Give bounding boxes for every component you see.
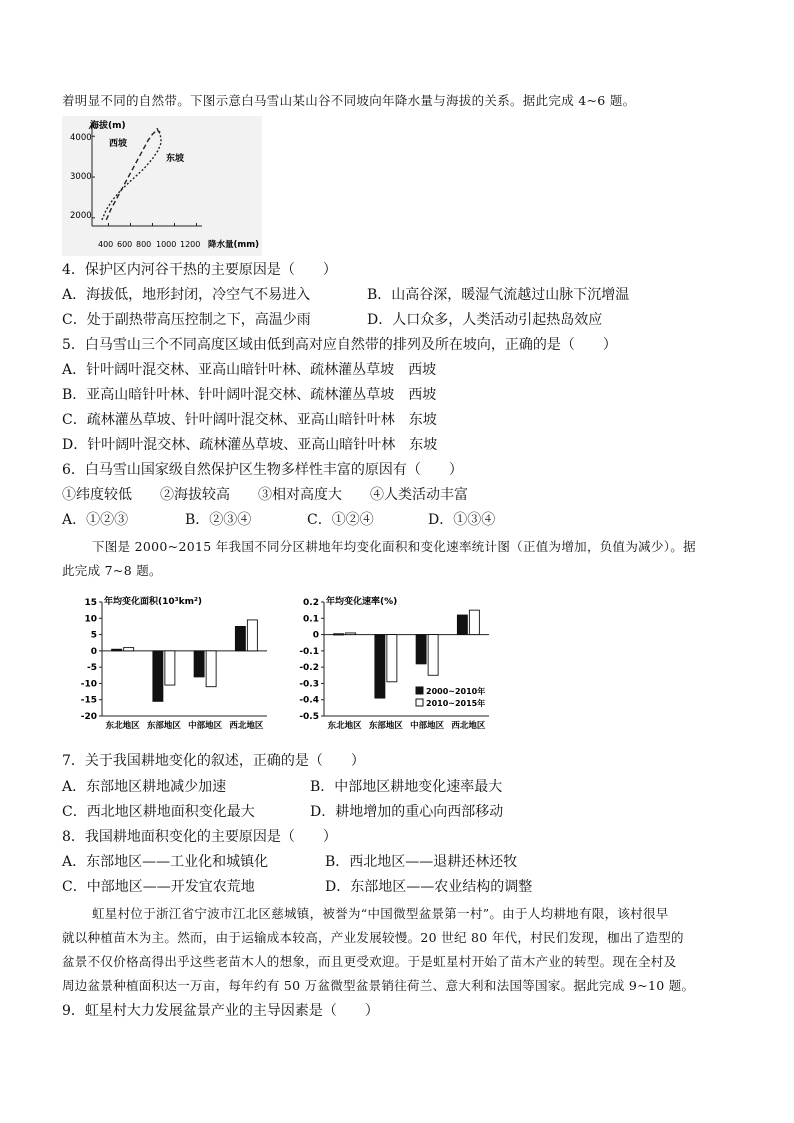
y-tick-label-2: 5	[90, 630, 97, 641]
q8-option-b: B．西北地区——退耕还林还牧	[325, 854, 518, 870]
chart-title: 年均变化速率(%)	[326, 597, 398, 607]
q5-option-a: A．针叶阔叶混交林、亚高山暗针叶林、疏林灌丛草坡 西坡	[62, 362, 437, 378]
q4-option-d: D．人口众多，人类活动引起热岛效应	[367, 312, 603, 328]
label-east-slope: 东坡	[166, 154, 185, 164]
q4-option-c: C．处于副热带高压控制之下，高温少雨	[62, 312, 311, 328]
q8-stem: 8．我国耕地面积变化的主要原因是（ ）	[62, 829, 337, 845]
bar-4-series-2	[247, 620, 257, 651]
y-axis-title: 海拔(m)	[90, 121, 126, 131]
bar-3-series-2	[428, 635, 438, 676]
x-tick-400: 400	[98, 240, 114, 249]
chart-title: 年均变化面积(10³km²)	[104, 597, 202, 607]
x-tick-1200: 1200	[180, 240, 201, 249]
q9-stem: 9．虹星村大力发展盆景产业的主导因素是（ ）	[62, 1003, 379, 1019]
q5-option-b: B．亚高山暗针叶林、针叶阔叶混交林、疏林灌丛草坡 西坡	[62, 387, 437, 403]
q4-option-a: A．海拔低，地形封闭，冷空气不易进入	[62, 287, 311, 303]
y-tick-label-6: -15	[80, 695, 97, 706]
q7-option-a: A．东部地区耕地减少加速	[62, 779, 227, 795]
category-label-2: 东部地区	[146, 721, 181, 731]
bar-2-series-1	[375, 635, 385, 699]
y-tick-3000: 3000	[70, 172, 92, 182]
bar-2-series-1	[153, 651, 163, 701]
q4-option-b: B．山高谷深，暖湿气流越过山脉下沉增温	[367, 287, 630, 303]
category-label-4: 西北地区	[451, 721, 486, 731]
y-tick-4000: 4000	[70, 133, 92, 143]
category-label-4: 西北地区	[229, 721, 264, 731]
q6-option-b: B．②③④	[185, 512, 252, 528]
category-label-3: 中部地区	[410, 721, 445, 731]
intro-text-1: 着明显不同的自然带。下图示意白马雪山某山谷不同坡向年降水量与海拔的关系。据此完成 4~6 题。	[62, 93, 636, 108]
bar-1-series-2	[346, 633, 356, 635]
y-tick-label-0: 15	[84, 598, 97, 608]
label-west-slope: 西坡	[109, 139, 128, 149]
q4-stem: 4．保护区内河谷干热的主要原因是（ ）	[62, 262, 337, 278]
legend-label-2: 2010~2015年	[426, 699, 486, 708]
bar-2-series-2	[165, 651, 175, 685]
category-label-3: 中部地区	[188, 721, 223, 731]
bar-4-series-2	[469, 610, 479, 634]
x-tick-1000: 1000	[156, 240, 177, 249]
legend-label-1: 2000~2010年	[426, 687, 486, 696]
q7-stem: 7．关于我国耕地变化的叙述，正确的是（ ）	[62, 753, 365, 769]
q7-option-c: C．西北地区耕地面积变化最大	[62, 804, 255, 820]
bar-4-series-1	[235, 626, 245, 650]
y-tick-label-3: -0.1	[299, 646, 319, 657]
q6-option-a: A．①②③	[62, 512, 129, 528]
category-label-1: 东北地区	[105, 721, 140, 731]
q7-option-d: D．耕地增加的重心向西部移动	[310, 804, 504, 820]
y-tick-label-5: -10	[80, 679, 97, 690]
y-tick-label-7: -0.5	[299, 712, 319, 722]
y-tick-label-6: -0.4	[299, 695, 319, 706]
x-tick-800: 800	[136, 240, 152, 249]
altitude-precipitation-chart	[62, 116, 262, 256]
bar-2-series-2	[387, 635, 397, 682]
y-tick-label-1: 10	[84, 614, 97, 625]
intro-text-3-line-3: 盆景不仅价格高得出乎这些老苗木人的想象，而且更受欢迎。于是虹星村开始了苗木产业的转型。现在全村及	[62, 954, 677, 969]
intro-text-2a: 下图是 2000~2015 年我国不同分区耕地年均变化面积和变化速率统计图（正值为增加，负值为减少）。据	[92, 539, 696, 554]
y-tick-label-2: 0	[312, 630, 319, 641]
q8-option-c: C．中部地区——开发宜农荒地	[62, 879, 255, 895]
q8-option-a: A．东部地区——工业化和城镇化	[62, 854, 269, 870]
q6-option-c: C．①②④	[307, 512, 374, 528]
y-tick-label-7: -20	[80, 712, 97, 722]
category-label-1: 东北地区	[327, 721, 362, 731]
q6-option-d: D．①③④	[428, 512, 496, 528]
category-label-2: 东部地区	[368, 721, 403, 731]
bar-4-series-1	[457, 615, 467, 635]
y-tick-label-5: -0.3	[299, 679, 319, 690]
bar-3-series-1	[194, 651, 204, 677]
y-tick-label-4: -0.2	[299, 663, 319, 674]
y-tick-label-4: -5	[87, 663, 97, 674]
y-tick-label-1: 0.1	[303, 614, 319, 625]
bar-3-series-1	[416, 635, 426, 664]
y-tick-label-0: 0.2	[303, 598, 319, 608]
q6-stem: 6．白马雪山国家级自然保护区生物多样性丰富的原因有（ ）	[62, 462, 463, 478]
x-tick-600: 600	[117, 240, 133, 249]
x-axis-title: 降水量(mm)	[208, 240, 259, 250]
q6-items: ①纬度较低 ②海拔较高 ③相对高度大 ④人类活动丰富	[62, 487, 468, 503]
bar-1-series-2	[124, 648, 134, 651]
intro-text-3-line-1: 虹星村位于浙江省宁波市江北区慈城镇，被誉为“中国微型盆景第一村”。由于人均耕地有限，该村很早	[92, 906, 669, 921]
q5-option-c: C．疏林灌丛草坡、针叶阔叶混交林、亚高山暗针叶林 东坡	[62, 412, 437, 428]
q7-option-b: B．中部地区耕地变化速率最大	[310, 779, 503, 795]
intro-text-3-line-2: 就以种植苗木为主。然而，由于运输成本较高，产业发展较慢。20 世纪 80 年代，村民们发现，枷出了造型的	[62, 930, 684, 945]
farmland-change-charts	[62, 590, 502, 740]
bar-1-series-1	[112, 649, 122, 651]
y-tick-label-3: 0	[90, 646, 97, 657]
q8-option-d: D．东部地区——农业结构的调整	[325, 879, 533, 895]
intro-text-2b: 此完成 7~8 题。	[62, 563, 162, 578]
bar-3-series-2	[206, 651, 216, 687]
q5-stem: 5．白马雪山三个不同高度区域由低到高对应自然带的排列及所在坡向，正确的是（ ）	[62, 337, 617, 353]
legend-swatch-2	[416, 699, 423, 706]
y-tick-2000: 2000	[70, 211, 92, 221]
intro-text-3-line-4: 周边盆景种植面积达一万亩，每年约有 50 万盆微型盆景销往荷兰、意大利和法国等国家。据此完成 9~10 题。	[62, 978, 695, 993]
bar-1-series-1	[334, 634, 344, 635]
q5-option-d: D．针叶阔叶混交林、疏林灌丛草坡、亚高山暗针叶林 东坡	[62, 437, 438, 453]
legend-swatch-1	[416, 687, 423, 694]
